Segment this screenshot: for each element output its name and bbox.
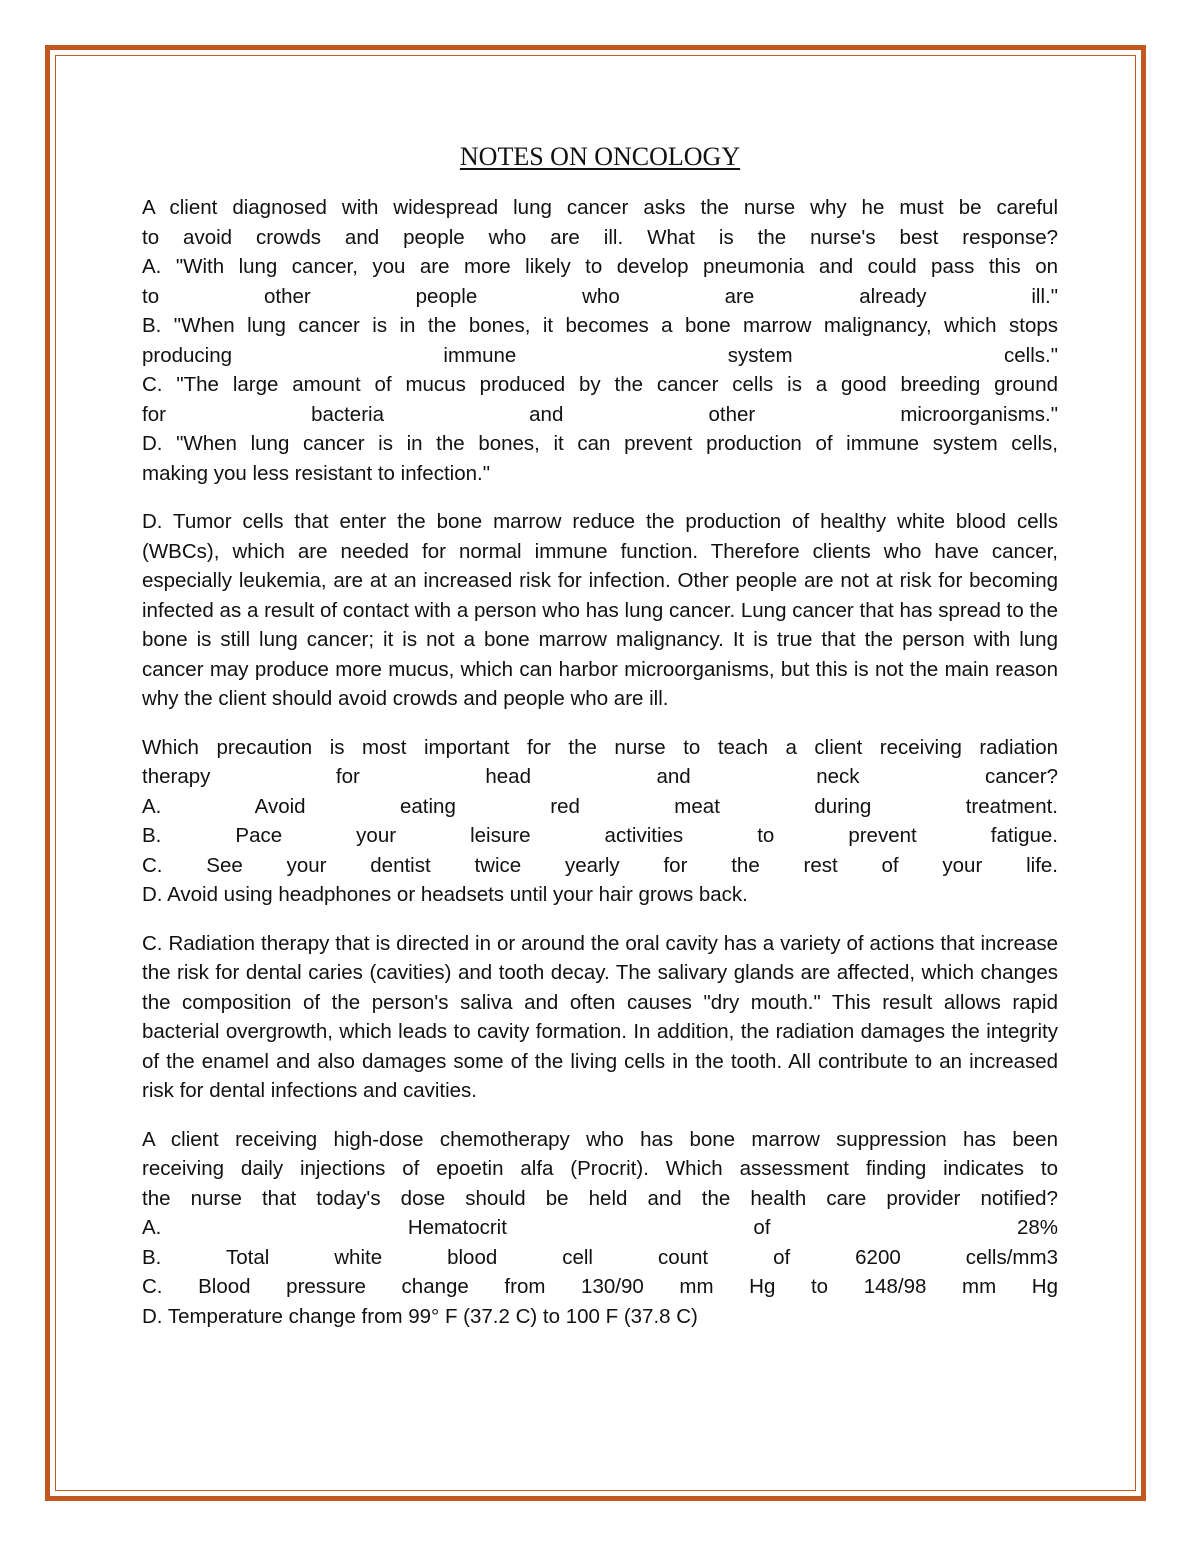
question-2-option-b: B. Pace your leisure activities to prevent fatigue. (142, 824, 1058, 847)
question-2 (142, 733, 1058, 910)
answer-1: D. Tumor cells that enter the bone marrow reduce the production of healthy white blood cells (WBCs), which are needed for normal immune function. Therefore clients who have cancer, especially leukemia, are at an increased risk for infection. Other people are not at risk for becoming infected as a result of contact with a person who has lung cancer. Lung cancer that has spread to the bone is still lung cancer; it is not a bone marrow malignancy. It is true that the person with lung cancer may produce more mucus, which can harbor microorganisms, but this is not the main reason why the client should avoid crowds and people who are ill. (142, 510, 1058, 710)
question-1-line: to avoid crowds and people who are ill. What is the nurse's best response? (142, 225, 1058, 249)
question-1-option-d-cont: making you less resistant to infection." (142, 461, 490, 485)
question-2-option-d: D. Avoid using headphones or headsets until your hair grows back. (142, 883, 748, 906)
question-1-option-a: A. "With lung cancer, you are more likely to develop pneumonia and could pass this on (142, 255, 1058, 278)
question-3 (142, 1125, 1058, 1332)
answer-2: C. Radiation therapy that is directed in or around the oral cavity has a variety of actions that increase the risk for dental caries (cavities) and tooth decay. The salivary glands are affected, which changes the composition of the person's saliva and often causes "dry mouth." This result allows rapid bacterial overgrowth, which leads to cavity formation. In addition, the radiation damages the integrity of the enamel and also damages some of the living cells in the tooth. All contribute to an increased risk for dental infections and cavities. (142, 931, 1058, 1102)
question-3-line: receiving daily injections of epoetin alfa (Procrit). Which assessment finding indicates to (142, 1157, 1058, 1180)
question-1-option-d: D. "When lung cancer is in the bones, it can prevent production of immune system cells, (142, 432, 1058, 455)
question-1-option-b: B. "When lung cancer is in the bones, it becomes a bone marrow malignancy, which stops (142, 314, 1058, 337)
question-1-option-c-cont: for bacteria and other microorganisms." (142, 402, 1058, 426)
question-1-option-c: C. "The large amount of mucus produced by the cancer cells is a good breeding ground (142, 373, 1058, 396)
question-1 (142, 193, 1058, 488)
question-3-line: the nurse that today's dose should be held and the health care provider notified? (142, 1186, 1058, 1210)
page-title: NOTES ON ONCOLOGY (459, 142, 741, 171)
question-1-option-a-cont: to other people who are already ill." (142, 284, 1058, 308)
document-body (142, 140, 1058, 1350)
question-2-option-a: A. Avoid eating red meat during treatment. (142, 794, 1058, 818)
question-3-option-a: A. Hematocrit of 28% (142, 1216, 1058, 1239)
question-2-line: Which precaution is most important for the nurse to teach a client receiving radiation (142, 735, 1058, 759)
question-1-option-b-cont: producing immune system cells." (142, 343, 1058, 367)
question-3-option-b: B. Total white blood cell count of 6200 cells/mm3 (142, 1245, 1058, 1269)
question-1-line: A client diagnosed with widespread lung cancer asks the nurse why he must be careful (142, 196, 1058, 219)
question-2-line: therapy for head and neck cancer? (142, 765, 1058, 788)
question-2-option-c: C. See your dentist twice yearly for the rest of your life. (142, 853, 1058, 877)
question-3-line: A client receiving high-dose chemotherapy who has bone marrow suppression has been (142, 1127, 1058, 1151)
question-3-option-c: C. Blood pressure change from 130/90 mm Hg to 148/98 mm Hg (142, 1275, 1058, 1298)
question-3-option-d: D. Temperature change from 99° F (37.2 C) to 100 F (37.8 C) (142, 1304, 698, 1328)
